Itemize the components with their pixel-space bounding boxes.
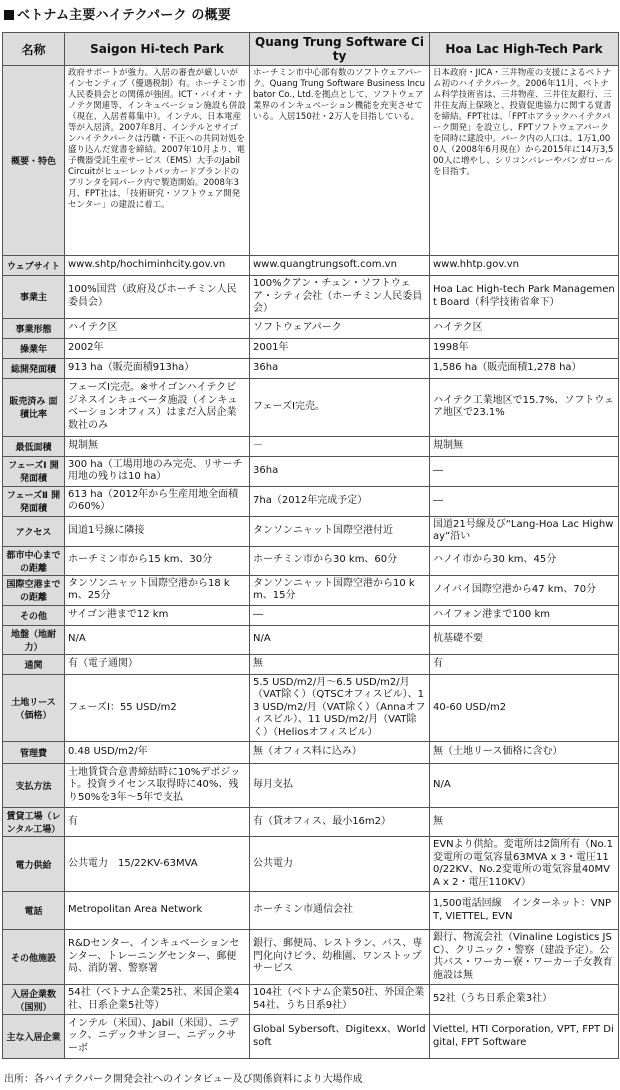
row-label: 土地リース（価格） <box>3 674 65 742</box>
row-label: 電話 <box>3 892 65 930</box>
header-row <box>3 33 619 66</box>
table-cell: ホーチミン市通信会社 <box>250 892 430 930</box>
table-cell: インテル（米国）、Jabil（米国）、ニデック、ニデックサンヨー、ニデックサーボ <box>65 1015 250 1059</box>
table-cell: ― <box>430 456 619 486</box>
header-quangtrung: Quang Trung Software City <box>250 33 430 66</box>
table-cell: タンソンニャット国際空港から18 km、25分 <box>65 575 250 605</box>
table-cell: 規制無 <box>65 436 250 456</box>
table-row <box>3 605 619 625</box>
row-label: 主な入居企業 <box>3 1015 65 1059</box>
table-cell: 日本政府・JICA・三井物産の支援によるベトナム初のハイテクパーク。2006年11月、ベトナム科学技術省は、三井物産、三井住友銀行、三井住友海上保険と、投資促進協力に関する覚書を締結。FPT社は、「FPTホアラックハイテクパーク開発」を設立し、FPTソフトウェアパークを同時に建設中。パーク内の人口は、1万1,000人（2008年6月現在）から2015年に14万3,500人に増やし、シリコンバレーやバンガロールを目指す。 <box>430 66 619 256</box>
row-label: 事業形態 <box>3 318 65 338</box>
table-cell: 有（貸オフィス、最小16m2） <box>250 808 430 837</box>
table-cell: R&Dセンター、インキュベーションセンター、トレーニングセンター、郵便局、消防署、警察署 <box>65 930 250 985</box>
table-cell: 無（土地リース価格に含む） <box>430 742 619 764</box>
table-cell: 政府サポートが強力。入居の審査が厳しいがインセンティブ（優遇税制）有。ホーチミン市人民委員会との関係が強固。ICT・バイオ・ナノテク関連等、インキュベーション施設も併設（現在、入居者募集中）。インテル、日本電産等が入居済。2007年8月、インテルとサイゴンハイテクパークは汚職・不正への共同対処を盛り込んだ覚書を締結。2007年10月より、電子機器受託生産サービス（EMS）大手のJabil Circuitがヒューレットパッカードブランドのプリンタを同パーク内で製造開始。2008年3月、FPT社は、「技術研究・ソフトウェア開発センター」の建設に着工。 <box>65 66 250 256</box>
table-cell: 1998年 <box>430 338 619 358</box>
table-row <box>3 625 619 654</box>
table-row <box>3 837 619 892</box>
row-label: 事業主 <box>3 276 65 319</box>
table-cell: ソフトウェアパーク <box>250 318 430 338</box>
table-cell: ハイフォン港まで100 km <box>430 605 619 625</box>
table-cell: 36ha <box>250 358 430 378</box>
table-cell: 613 ha（2012年から生産用地全面積の60%） <box>65 486 250 516</box>
table-cell: フェーズⅠ完売。 <box>250 378 430 436</box>
table-cell: N/A <box>250 625 430 654</box>
square-bullet-icon <box>4 10 14 20</box>
table-cell: ハイテク区 <box>430 318 619 338</box>
table-row <box>3 764 619 808</box>
table-cell: タンソンニャット国際空港付近 <box>250 516 430 546</box>
table-row <box>3 892 619 930</box>
header-hoalac: Hoa Lac High-Tech Park <box>430 33 619 66</box>
row-label: その他 <box>3 605 65 625</box>
table-body <box>3 66 619 1059</box>
table-cell: 1,586 ha（販売面積1,278 ha） <box>430 358 619 378</box>
table-cell: N/A <box>430 764 619 808</box>
header-label: 名称 <box>3 33 65 66</box>
table-cell: 無 <box>430 808 619 837</box>
table-row <box>3 358 619 378</box>
table-row <box>3 486 619 516</box>
table-cell: ホーチミン市から15 km、30分 <box>65 546 250 575</box>
table-cell: ハイテク区 <box>65 318 250 338</box>
row-label: 支払方法 <box>3 764 65 808</box>
table-cell: サイゴン港まで12 km <box>65 605 250 625</box>
table-cell: ハノイ市から30 km、45分 <box>430 546 619 575</box>
row-label: 入居企業数（国別） <box>3 985 65 1015</box>
table-cell: EVNより供給。変電所は2箇所有（No.1変電所の電気容量63MVA x 3・電圧110/22KV、No.2変電所の電気容量40MVA x 2・電圧110KV） <box>430 837 619 892</box>
table-cell: ホーチミン市中心部有数のソフトウェアパーク。Quang Trung Software Business Incubator Co., Ltd.を拠点として、ソフトウェア業界のインキュベーション機能を充実させている。入居150社・2万人を目指している。 <box>250 66 430 256</box>
row-label: 概要・特色 <box>3 66 65 256</box>
document-title <box>4 4 231 23</box>
table-cell: 104社（ベトナム企業50社、外国企業54社、うち日系9社） <box>250 985 430 1015</box>
table-cell: Metropolitan Area Network <box>65 892 250 930</box>
table-cell: 0.48 USD/m2/年 <box>65 742 250 764</box>
table-cell: － <box>250 436 430 456</box>
table-row <box>3 318 619 338</box>
table-cell: 公共電力 <box>250 837 430 892</box>
table-cell: ― <box>250 605 430 625</box>
table-cell: 7ha（2012年完成予定） <box>250 486 430 516</box>
table-row <box>3 930 619 985</box>
row-label: 最低面積 <box>3 436 65 456</box>
table-cell: 5.5 USD/m2/月～6.5 USD/m2/月（VAT除く）（QTSCオフィスビル）、13 USD/m2/月（VAT除く）（Annaオフィスビル）、11 USD/m2/月（VAT除く）（Heliosオフィスビル） <box>250 674 430 742</box>
table-row <box>3 1015 619 1059</box>
table-cell: 公共電力 15/22KV-63MVA <box>65 837 250 892</box>
table-cell: タンソンニャット国際空港から10 km、15分 <box>250 575 430 605</box>
table-cell: 規制無 <box>430 436 619 456</box>
row-label: 都市中心までの距離 <box>3 546 65 575</box>
table-cell: 54社（ベトナム企業25社、米国企業4社、日系企業5社等） <box>65 985 250 1015</box>
table-cell: 40-60 USD/m2 <box>430 674 619 742</box>
table-cell: www.quangtrungsoft.com.vn <box>250 256 430 276</box>
table-cell: ハイテク工業地区で15.7%、ソフトウェア地区で23.1% <box>430 378 619 436</box>
table-cell: Viettel, HTI Corporation, VPT, FPT Digital, FPT Software <box>430 1015 619 1059</box>
source-note: 出所：各ハイテクパーク開発会社へのインタビュー及び関係資料により大場作成 <box>4 1074 363 1085</box>
title-text: ベトナム主要ハイテクパーク の概要 <box>17 8 231 23</box>
table-cell: 国道1号線に隣接 <box>65 516 250 546</box>
table-cell: 有 <box>430 654 619 674</box>
row-label: 電力供給 <box>3 837 65 892</box>
table-cell: www.shtp/hochiminhcity.gov.vn <box>65 256 250 276</box>
table-row <box>3 985 619 1015</box>
overview-table <box>2 32 619 1059</box>
table-row <box>3 338 619 358</box>
table-row <box>3 516 619 546</box>
table-cell: 無（オフィス料に込み） <box>250 742 430 764</box>
table-cell: 300 ha（工場用地のみ完売、リサーチ用地の残りは10 ha） <box>65 456 250 486</box>
table-cell: 無 <box>250 654 430 674</box>
table-cell: 銀行、郵便局、レストラン、バス、専門化向けビラ、幼稚園、ワンストップサービス <box>250 930 430 985</box>
row-label: 総開発面積 <box>3 358 65 378</box>
row-label: フェーズⅡ 開発面積 <box>3 486 65 516</box>
table-cell: 銀行、物流会社（Vinaline Logistics JSC）、クリニック・警察（建設予定）。公共バス・ワーカー寮・ワーカー子女教育施設は無 <box>430 930 619 985</box>
table-cell: N/A <box>65 625 250 654</box>
table-cell: ホーチミン市から30 km、60分 <box>250 546 430 575</box>
table-cell: 有（電子通関） <box>65 654 250 674</box>
table-cell: Hoa Lac High-tech Park Management Board（科学技術省傘下） <box>430 276 619 319</box>
table-cell: 杭基礎不要 <box>430 625 619 654</box>
table-row <box>3 654 619 674</box>
table-row <box>3 674 619 742</box>
table-cell: ― <box>430 486 619 516</box>
table-row <box>3 256 619 276</box>
row-label: 国際空港までの距離 <box>3 575 65 605</box>
table-cell: 毎月支払 <box>250 764 430 808</box>
row-label: 販売済み 面積比率 <box>3 378 65 436</box>
table-cell: フェーズⅠ完売。※サイゴンハイテクビジネスインキュベータ施設（インキュベーションオフィス）はまだ入居企業数社のみ <box>65 378 250 436</box>
table-row <box>3 66 619 256</box>
table-row <box>3 546 619 575</box>
table-row <box>3 575 619 605</box>
table-cell: Global Sybersoft、Digitexx、Worldsoft <box>250 1015 430 1059</box>
row-label: フェーズⅠ 開発面積 <box>3 456 65 486</box>
table-cell: 52社（うち日系企業3社） <box>430 985 619 1015</box>
row-label: 通関 <box>3 654 65 674</box>
row-label: ウェブサイト <box>3 256 65 276</box>
table-row <box>3 742 619 764</box>
row-label: 賃貸工場（レンタル工場） <box>3 808 65 837</box>
table-cell: 2001年 <box>250 338 430 358</box>
table-cell: 913 ha（販売面積913ha） <box>65 358 250 378</box>
row-label: その他施設 <box>3 930 65 985</box>
table-cell: 国道21号線及び“Lang-Hoa Lac Highway”沿い <box>430 516 619 546</box>
table-cell: 土地賃貸合意書締結時に10%デポジット。投資ライセンス取得時に40%、残り50%を3年～5年で支払 <box>65 764 250 808</box>
table-cell: 有 <box>65 808 250 837</box>
row-label: アクセス <box>3 516 65 546</box>
row-label: 操業年 <box>3 338 65 358</box>
table-cell: 36ha <box>250 456 430 486</box>
row-label: 管理費 <box>3 742 65 764</box>
table-cell: 100%国営（政府及びホーチミン人民委員会） <box>65 276 250 319</box>
table-cell: 2002年 <box>65 338 250 358</box>
table-cell: ノイバイ国際空港から47 km、70分 <box>430 575 619 605</box>
table-row <box>3 456 619 486</box>
table-row <box>3 378 619 436</box>
table-cell: 100%クアン・チュン・ソフトウェア・シティ会社（ホーチミン人民委員会） <box>250 276 430 319</box>
table-cell: 1,500電話回線 インターネット：VNPT, VIETTEL, EVN <box>430 892 619 930</box>
table-row <box>3 808 619 837</box>
row-label: 地盤（地耐力） <box>3 625 65 654</box>
header-saigon: Saigon Hi-tech Park <box>65 33 250 66</box>
table-cell: www.hhtp.gov.vn <box>430 256 619 276</box>
table-row <box>3 276 619 319</box>
table-row <box>3 436 619 456</box>
table-cell: フェーズⅠ：55 USD/m2 <box>65 674 250 742</box>
